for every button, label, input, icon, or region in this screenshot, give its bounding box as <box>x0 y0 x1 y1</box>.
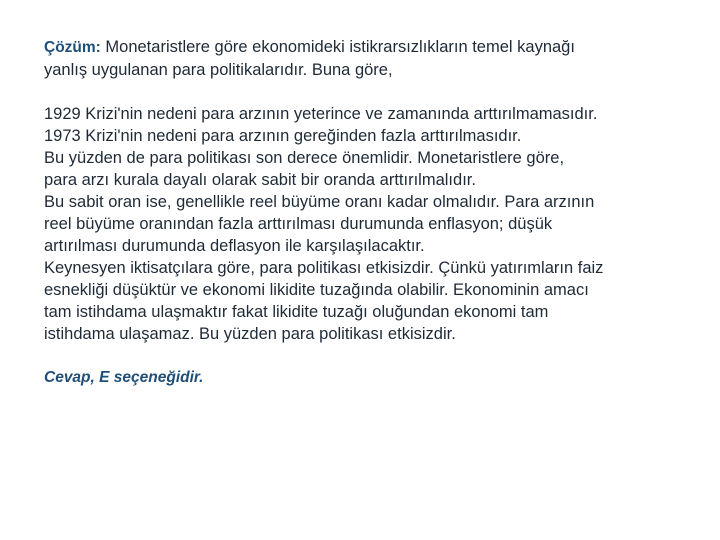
intro-line-2: yanlış uygulanan para politikalarıdır. Buna göre, <box>44 61 393 79</box>
body-line: para arzı kurala dayalı olarak sabit bir oranda arttırılmalıdır. <box>44 171 476 189</box>
body-line: 1929 Krizi'nin nedeni para arzının yeterince ve zamanında arttırılmamasıdır. <box>44 105 598 123</box>
body-line: Keynesyen iktisatçılara göre, para politikası etkisizdir. Çünkü yatırımların faiz <box>44 259 604 277</box>
body-line: tam istihdama ulaşmaktır fakat likidite tuzağı oluğundan ekonomi tam <box>44 303 549 321</box>
intro-paragraph <box>44 36 684 81</box>
solution-label: Çözüm: <box>44 39 101 56</box>
body-line: Bu yüzden de para politikası son derece önemlidir. Monetaristlere göre, <box>44 149 565 167</box>
solution-text <box>44 36 684 389</box>
body-line: Bu sabit oran ise, genellikle reel büyüme oranı kadar olmalıdır. Para arzının <box>44 193 595 211</box>
body-line: reel büyüme oranından fazla arttırılması durumunda enflasyon; düşük <box>44 215 553 233</box>
answer-text: Cevap, E seçeneğidir. <box>44 369 204 386</box>
body-line: artırılması durumunda deflasyon ile karşılaşılacaktır. <box>44 237 425 255</box>
body-line: 1973 Krizi'nin nedeni para arzının gereğinden fazla arttırılmasıdır. <box>44 127 522 145</box>
body-line: esnekliği düşüktür ve ekonomi likidite tuzağında olabilir. Ekonominin amacı <box>44 281 589 299</box>
body-line: istihdama ulaşamaz. Bu yüzden para politikası etkisizdir. <box>44 325 456 343</box>
intro-line-1: Monetaristlere göre ekonomideki istikrarsızlıkların temel kaynağı <box>100 38 575 56</box>
explanation-body <box>44 103 684 345</box>
